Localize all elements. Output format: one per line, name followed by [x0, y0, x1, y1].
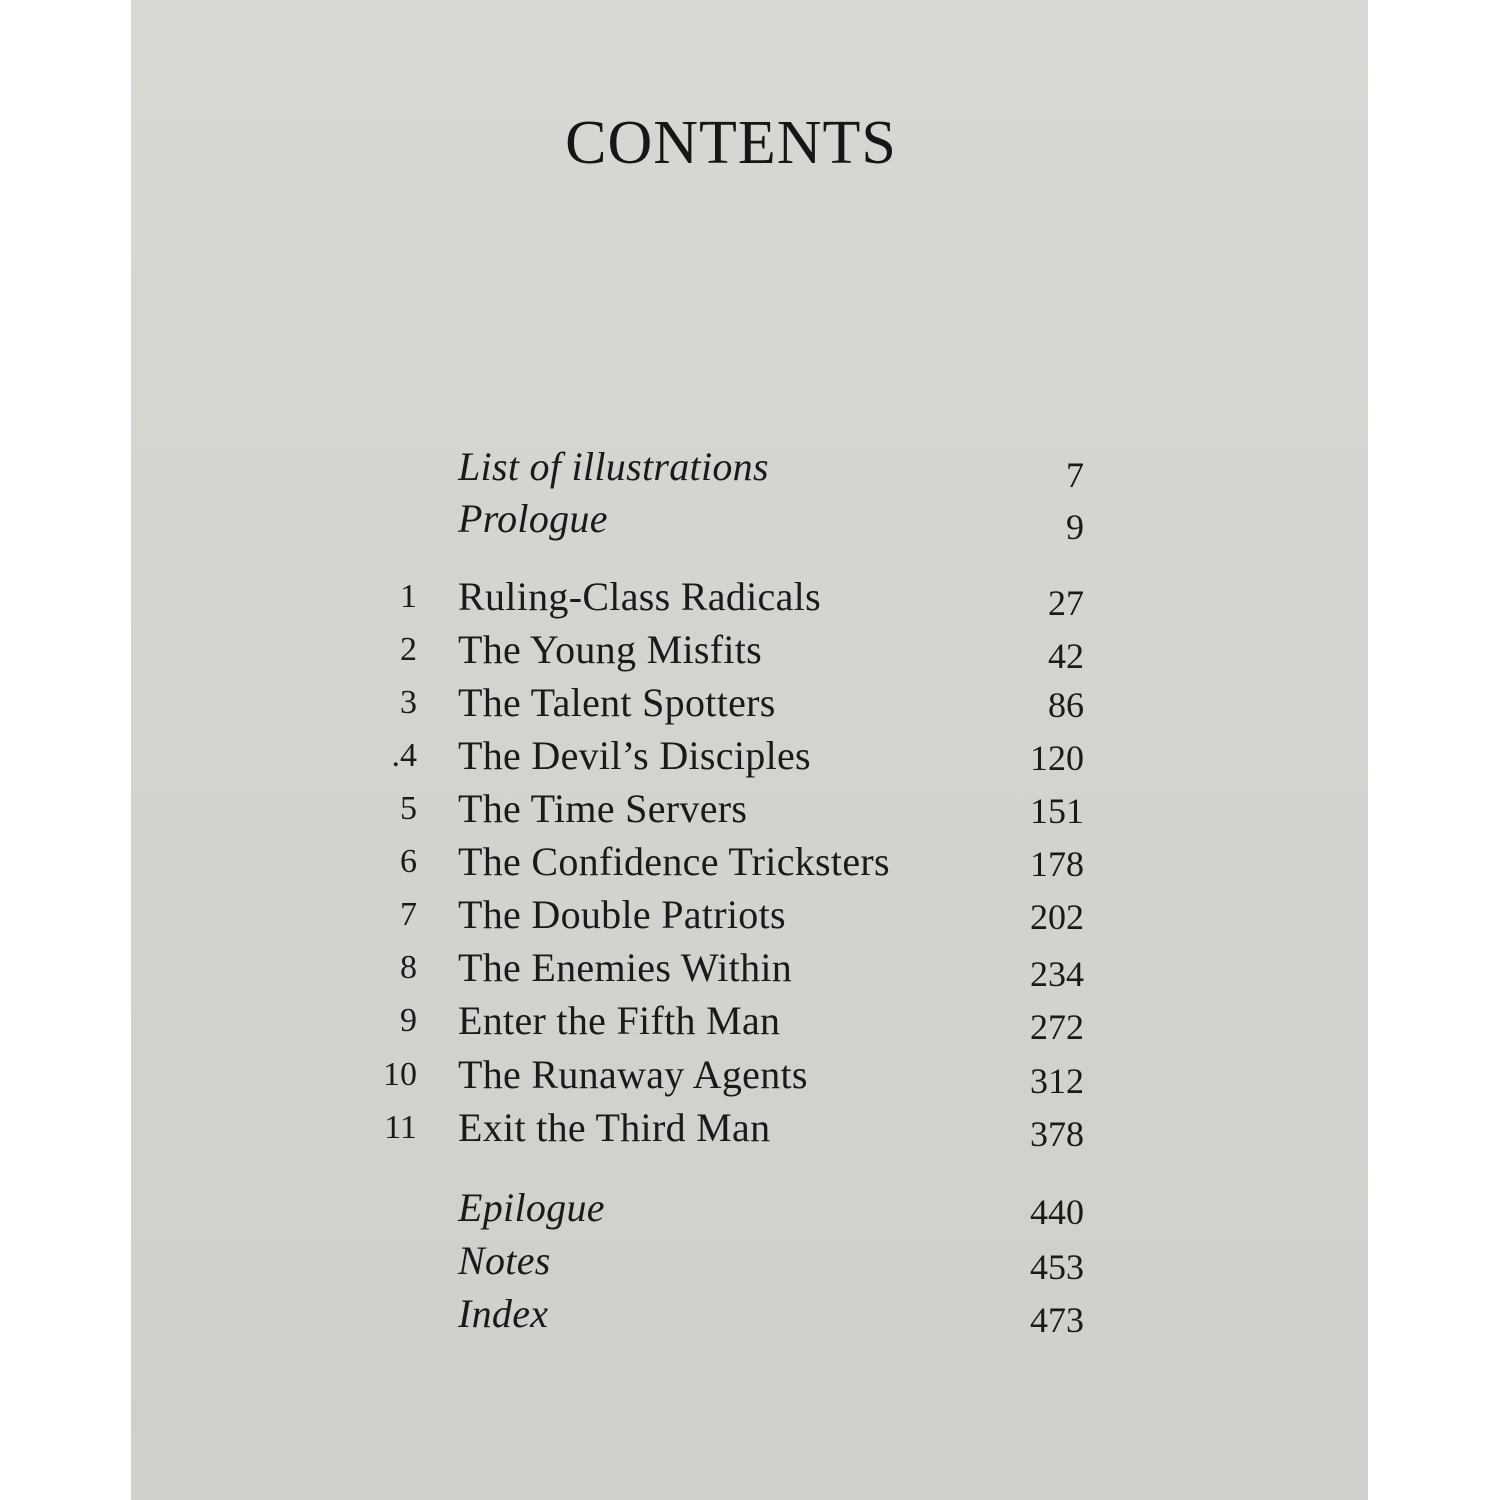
toc-entry-epilogue [131, 1183, 1368, 1233]
toc-chapter-8 [131, 943, 1368, 993]
chapter-number: 7 [400, 896, 417, 933]
toc-entry-prologue [131, 494, 1368, 547]
chapter-page: 272 [1030, 1007, 1084, 1047]
toc-chapter-4 [131, 731, 1368, 781]
chapter-page: 312 [1030, 1061, 1084, 1101]
chapter-title: Ruling-Class Radicals [458, 574, 821, 619]
chapter-title: The Talent Spotters [458, 680, 776, 725]
toc-entry-label: Prologue [458, 496, 608, 541]
chapter-title: Enter the Fifth Man [458, 998, 781, 1043]
chapter-title: The Time Servers [458, 786, 748, 831]
chapter-page: 378 [1030, 1114, 1084, 1154]
chapter-page: 120 [1030, 738, 1084, 778]
toc-chapter-2 [131, 625, 1368, 675]
chapter-title: The Young Misfits [458, 627, 763, 672]
toc-entry-label: Notes [458, 1238, 551, 1283]
chapter-page: 86 [1048, 685, 1084, 725]
chapter-number: 6 [400, 843, 417, 880]
chapter-number: 1 [400, 578, 417, 615]
toc-entry-page: 440 [1030, 1192, 1084, 1232]
chapter-page: 42 [1048, 636, 1084, 676]
chapter-number: 8 [400, 949, 417, 986]
toc-entry-notes [131, 1236, 1368, 1286]
toc-chapter-7 [131, 890, 1368, 940]
toc-chapter-6 [131, 837, 1368, 887]
toc-entry-index [131, 1289, 1368, 1339]
contents-heading: CONTENTS [565, 109, 897, 177]
toc-entry-label: Epilogue [458, 1185, 605, 1230]
chapter-title: The Devil’s Disciples [458, 733, 811, 778]
chapter-page: 151 [1030, 791, 1084, 831]
chapter-title: The Double Patriots [458, 892, 786, 937]
toc-chapter-5 [131, 784, 1368, 834]
chapter-number: .4 [391, 737, 417, 774]
chapter-title: The Confidence Tricksters [458, 839, 890, 884]
toc-chapter-9 [131, 996, 1368, 1046]
toc-chapter-11 [131, 1103, 1368, 1153]
book-page [131, 0, 1368, 1500]
chapter-number: 10 [383, 1056, 417, 1093]
toc-entry-label: List of illustrations [458, 444, 769, 489]
chapter-page: 178 [1030, 844, 1084, 884]
toc-chapter-1 [131, 572, 1368, 622]
chapter-number: 9 [400, 1002, 417, 1039]
chapter-title: The Enemies Within [458, 945, 793, 990]
chapter-page: 234 [1030, 954, 1084, 994]
toc-entry-page: 7 [1066, 455, 1084, 495]
chapter-number: 2 [400, 631, 417, 668]
chapter-page: 202 [1030, 897, 1084, 937]
toc-entry-page: 9 [1066, 507, 1084, 547]
chapter-number: 11 [384, 1109, 417, 1146]
chapter-title: Exit the Third Man [458, 1105, 771, 1150]
toc-entry-page: 453 [1030, 1247, 1084, 1287]
toc-entry-list-of-illustrations [131, 442, 1368, 495]
chapter-number: 3 [400, 684, 417, 721]
toc-chapter-10 [131, 1050, 1368, 1100]
chapter-title: The Runaway Agents [458, 1052, 808, 1097]
toc-chapter-3 [131, 678, 1368, 728]
chapter-number: 5 [400, 790, 417, 827]
toc-entry-label: Index [458, 1291, 549, 1336]
toc-entry-page: 473 [1030, 1300, 1084, 1340]
chapter-page: 27 [1048, 583, 1084, 623]
